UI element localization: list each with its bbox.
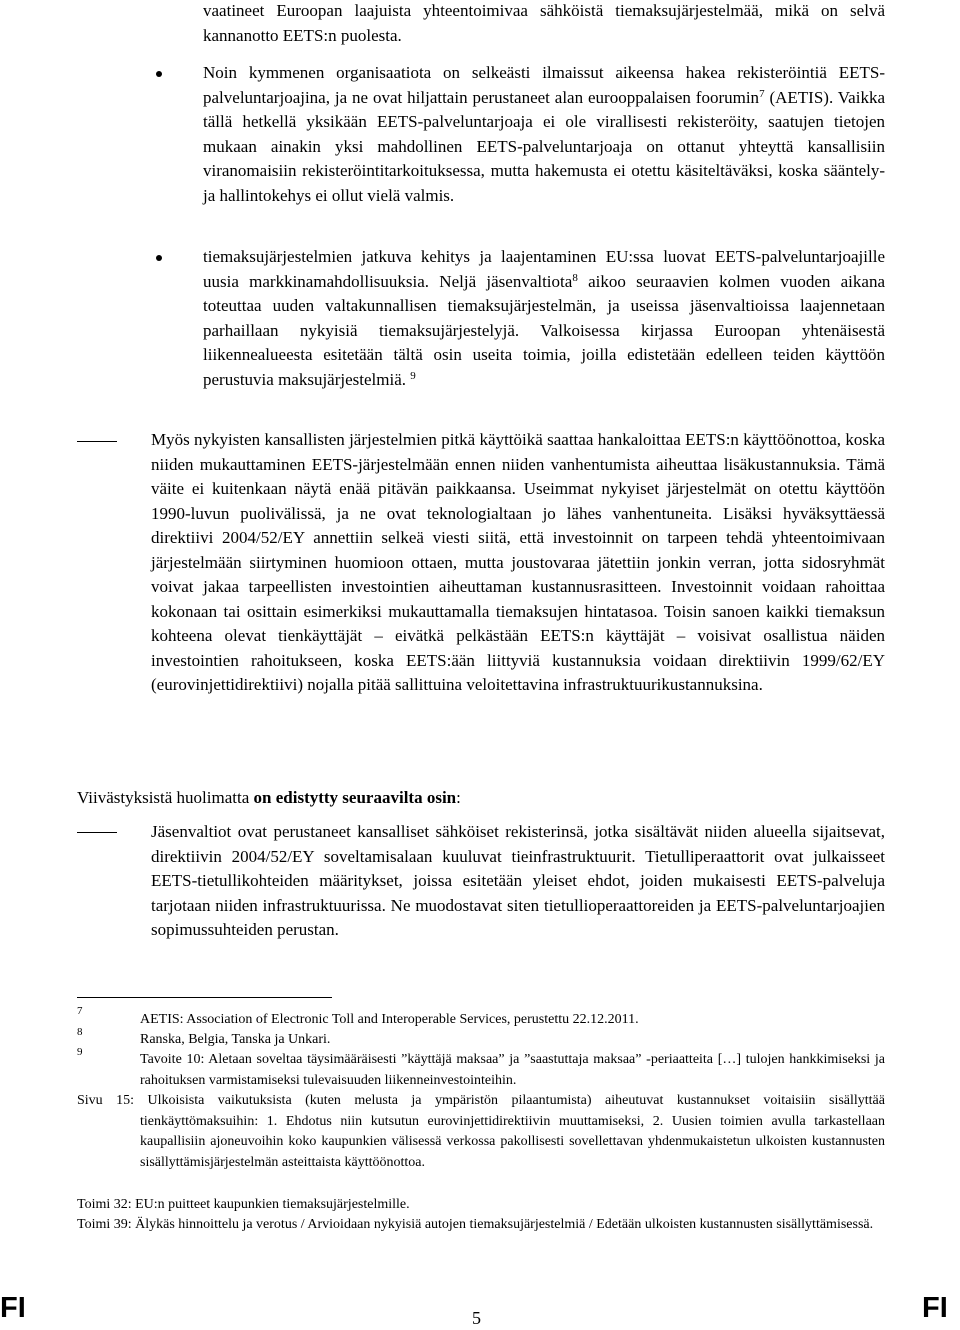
- footnote-number: 8: [77, 1026, 83, 1038]
- dash-icon: [77, 441, 117, 442]
- reference-toimi-32: Toimi 32: EU:n puitteet kaupunkien tiemaksujärjestelmille.: [77, 1197, 410, 1212]
- reference-toimi-39: Toimi 39: Älykäs hinnoittelu ja verotus / Arvioidaan nykyisiä autojen tiemaksujärjestelmiä / Edetään ulkoisten kustannusten sisällyttämisessä.: [77, 1217, 874, 1232]
- progress-heading-bold: on edistytty seuraavilta osin: [253, 788, 457, 807]
- footnote-9: Tavoite 10: Aletaan soveltaa täysimääräisesti ”käyttäjä maksaa” ja ”saastuttaja maksaa” -periaatteita […] tulojen hankkimiseksi ja rahoituksen varmistamiseksi tulevaisuuden liikenneinvestointeihin.: [140, 1052, 885, 1088]
- intro-paragraph: vaatineet Euroopan laajuista yhteentoimivaa sähköistä tiemaksujärjestelmää, mikä on selvä kannanotto EETS:n puolesta.: [203, 1, 885, 45]
- footnote-ref-9: 9: [410, 369, 416, 382]
- footnote-ref-8: 8: [572, 271, 578, 284]
- dash-paragraph-1: Myös nykyisten kansallisten järjestelmien pitkä käyttöikä saattaa hankaloittaa EETS:n käyttöönottoa, koska niiden mukauttaminen EETS-järjestelmään ennen niiden vanhentumista aiheuttaa lisäkustannuksia. Tämä väite ei kuitenkaan näytä enää pitävän paikkaansa. Useimmat nykyiset järjestelmät on otettu käyttöön 1990-luvun puolivälissä, ja ne ovat teknologialtaan jo lähes vanhentuneita. Lisäksi hyväksyttäessä direktiivi 2004/52/EY annettiin selkeä viesti siitä, että investoinnit on tarpeen tehdä yhteentoimivaan järjestelmään siirtyminen huomioon ottaen, mutta joustovaraa jätettiin jonkin verran, jotta sidosryhmät voivat jakaa tarpeellisten investointien aiheuttaman kustannusrasitteen. Investoinnit voidaan rahoittaa kokonaan tai osittain esimerkiksi mukauttamalla tiemaksujen hintatasoa. Toisin sanoen kaikki tiemaksun kohteena olevat tienkäyttäjät – eivätkä pelkästään EETS:n käyttäjät – voisivat osallistua näiden investointien rahoitukseen, koska EETS:ään liittyviä kustannuksia voidaan direktiivin 1999/62/EY (eurovinjettidirektiivi) nojalla pitää sallittuina veloitettavina infrastruktuurikustannuksina.: [151, 430, 885, 694]
- dash-icon: [77, 832, 117, 833]
- bullet-icon: [156, 71, 162, 77]
- dash-paragraph-2: Jäsenvaltiot ovat perustaneet kansalliset sähköiset rekisterinsä, jotka sisältävät niiden alueella sijaitsevat, direktiivin 2004/52/EY soveltamisalaan kuuluvat tieinfrastruktuurit. Tietulliperaattorit ovat julkaisseet EETS-tietullikohteiden määritykset, joissa esitetään yleiset ehdot, joiden mukaisesti EETS-palveluja tarjotaan niiden infrastruktuurissa. Ne muodostavat siten tietullioperaattoreiden ja EETS-palveluntarjoajien sopimussuhteiden perustan.: [151, 822, 885, 939]
- page-number: 5: [472, 1308, 481, 1328]
- footer-language-left: FI: [0, 1292, 26, 1324]
- footnote-ref-7: 7: [759, 87, 765, 100]
- reference-sivu-15: Sivu 15: Ulkoisista vaikutuksista (kuten melusta ja ympäristön pilaantumista) aiheutuvat kustannukset voitaisiin sisällyttää tienkäyttömaksuihin: 1. Ehdotus niin kutsutun eurovinjettidirektiivin muuttamiseksi, 2. Uusien toimien avulla tarkastellaan kaupallisiin ajoneuvoihin koko kaupunkien välisessä verkossa pakollisesti sovellettavan yhdenmukaistetun ulkoisten kustannusten sisällyttämisjärjestelmän asteittaista käyttöönottoa.: [77, 1093, 885, 1170]
- bullet-paragraph-1: Noin kymmenen organisaatiota on selkeästi ilmaissut aikeensa hakea rekisteröintiä EETS-palveluntarjoajina, ja ne ovat hiljattain perustaneet alan eurooppalaisen foorumin$^7$ (AETIS). Vaikka tällä hetkellä yksikään EETS-palveluntarjoaja ei ole virallisesti rekisteröity, saatujen tietojen mukaan ainakin yksi mahdollinen EETS-palveluntarjoaja on ottanut yhteyttä kansallisiin viranomaisiin rekisteröintitarkoituksessa, mutta hakemusta ei otettu käsiteltäväksi, koska sääntely- ja hallintokehys ei ollut vielä valmis.: [203, 63, 885, 205]
- footnote-number: 9: [77, 1046, 83, 1058]
- bullet-paragraph-2: tiemaksujärjestelmien jatkuva kehitys ja laajentaminen EU:ssa luovat EETS-palveluntarjoajille uusia markkinamahdollisuuksia. Neljä jäsenvaltiota$^8$ aikoo seuraavien kolmen vuoden aikana toteuttaa uuden valtakunnallisen tiemaksujärjestelmän, ja useissa jäsenvaltioissa laajennetaan parhaillaan nykyisiä tiemaksujärjestelyjä. Valkoisessa kirjassa Euroopan yhtenäisestä liikennealueesta esitetään tältä osin useita toimia, joilla edistetään edelleen teiden käyttöön perustuvia maksujärjestelmiä. $^9$: [203, 247, 885, 389]
- footnote-number: 7: [77, 1005, 83, 1017]
- bullet-icon: [156, 255, 162, 261]
- footnote-separator: [77, 997, 332, 998]
- footnote-8: Ranska, Belgia, Tanska ja Unkari.: [140, 1032, 331, 1047]
- progress-heading: Viivästyksistä huolimatta on edistytty seuraavilta osin:: [77, 788, 461, 807]
- footer-language-right: FI: [922, 1292, 948, 1324]
- footnote-7: AETIS: Association of Electronic Toll and Interoperable Services, perustettu 22.12.2011.: [140, 1012, 639, 1027]
